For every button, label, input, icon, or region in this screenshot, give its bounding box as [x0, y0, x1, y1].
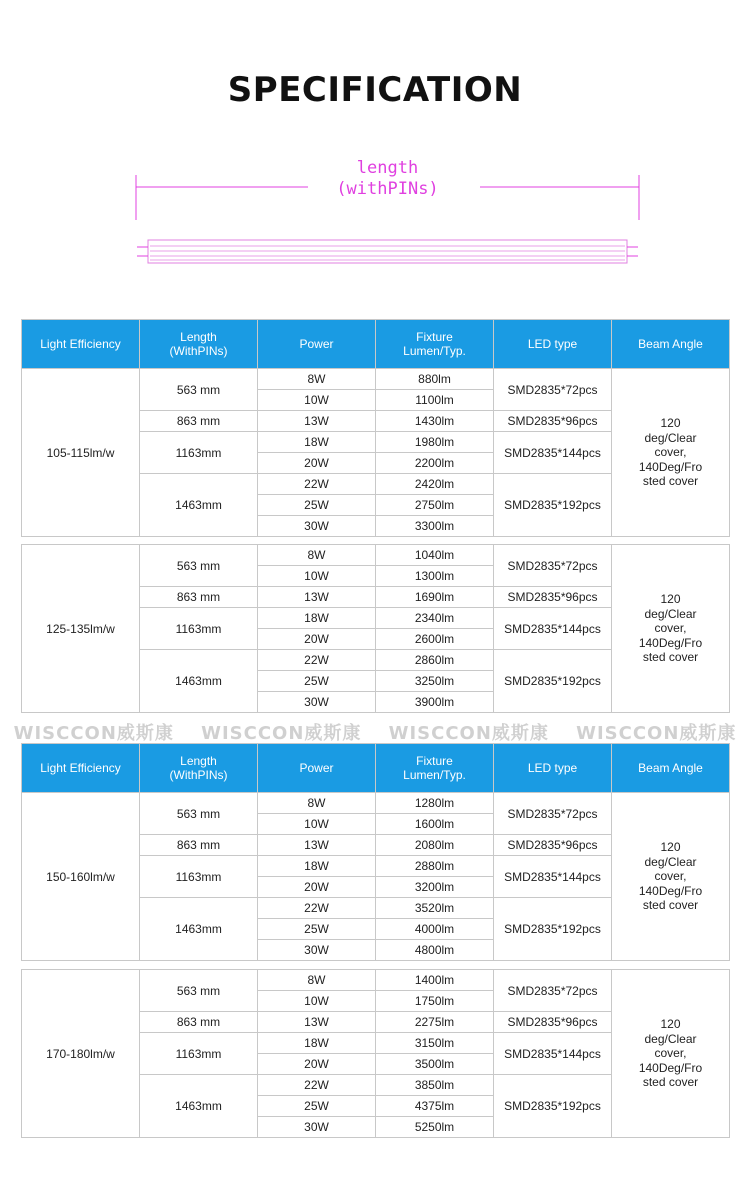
lumen-cell: 1300lm	[376, 566, 494, 587]
header-lumen-line1: Fixture	[416, 330, 453, 344]
header-lumen	[376, 320, 494, 369]
lumen-cell: 1980lm	[376, 432, 494, 453]
led-type-cell: SMD2835*96pcs	[494, 411, 612, 432]
table-row	[22, 369, 730, 390]
power-cell: 22W	[258, 650, 376, 671]
beam-angle-line: cover,	[654, 869, 687, 884]
beam-angle-line: deg/Clear	[644, 854, 697, 869]
lumen-cell: 3300lm	[376, 516, 494, 537]
lumen-cell: 2340lm	[376, 608, 494, 629]
table-header-row	[22, 320, 730, 369]
power-cell: 13W	[258, 835, 376, 856]
header-power: Power	[258, 744, 376, 793]
power-cell: 20W	[258, 877, 376, 898]
length-cell: 563 mm	[140, 793, 258, 835]
length-cell: 563 mm	[140, 970, 258, 1012]
lumen-cell: 5250lm	[376, 1117, 494, 1138]
power-cell: 30W	[258, 516, 376, 537]
header-lumen	[376, 744, 494, 793]
page-title: SPECIFICATION	[227, 70, 523, 110]
power-cell: 13W	[258, 587, 376, 608]
led-type-cell: SMD2835*96pcs	[494, 587, 612, 608]
power-cell: 30W	[258, 1117, 376, 1138]
length-cell: 1163mm	[140, 856, 258, 898]
lumen-cell: 880lm	[376, 369, 494, 390]
power-cell: 18W	[258, 856, 376, 877]
lumen-cell: 1690lm	[376, 587, 494, 608]
lumen-cell: 3850lm	[376, 1075, 494, 1096]
beam-angle-line: 140Deg/Fro	[638, 635, 703, 650]
lumen-cell: 3250lm	[376, 671, 494, 692]
power-cell: 8W	[258, 369, 376, 390]
header-length-line1: Length	[180, 754, 217, 768]
header-length	[140, 744, 258, 793]
lumen-cell: 2420lm	[376, 474, 494, 495]
spec-table	[21, 544, 730, 713]
lumen-cell: 2600lm	[376, 629, 494, 650]
length-cell: 563 mm	[140, 545, 258, 587]
power-cell: 22W	[258, 898, 376, 919]
beam-angle-line: sted cover	[642, 650, 699, 665]
watermark-text: WISCCON威斯康	[388, 723, 549, 744]
spec-table	[21, 319, 730, 537]
led-type-cell: SMD2835*192pcs	[494, 898, 612, 961]
header-length-line2: (WithPINs)	[169, 344, 228, 358]
length-cell: 1163mm	[140, 1033, 258, 1075]
led-type-cell: SMD2835*192pcs	[494, 650, 612, 713]
length-cell: 1163mm	[140, 608, 258, 650]
power-cell: 13W	[258, 411, 376, 432]
lumen-cell: 1600lm	[376, 814, 494, 835]
table-row	[22, 970, 730, 991]
power-cell: 10W	[258, 814, 376, 835]
lumen-cell: 4375lm	[376, 1096, 494, 1117]
tube-diagram	[0, 150, 750, 280]
watermark-strip	[0, 719, 750, 745]
length-cell: 1463mm	[140, 1075, 258, 1138]
beam-angle-line: deg/Clear	[644, 1031, 697, 1046]
header-lumen-line2: Lumen/Typ.	[403, 344, 466, 358]
header-led-type: LED type	[494, 320, 612, 369]
lumen-cell: 2275lm	[376, 1012, 494, 1033]
power-cell: 20W	[258, 1054, 376, 1075]
power-cell: 30W	[258, 692, 376, 713]
beam-angle-line: sted cover	[642, 898, 699, 913]
led-type-cell: SMD2835*72pcs	[494, 970, 612, 1012]
length-cell: 563 mm	[140, 369, 258, 411]
lumen-cell: 3200lm	[376, 877, 494, 898]
header-length-line1: Length	[180, 330, 217, 344]
lumen-cell: 4000lm	[376, 919, 494, 940]
lumen-cell: 1750lm	[376, 991, 494, 1012]
beam-angle-line: sted cover	[642, 1075, 699, 1090]
power-cell: 8W	[258, 970, 376, 991]
beam-angle-line: deg/Clear	[644, 606, 697, 621]
beam-angle-line: 120	[660, 416, 681, 431]
led-type-cell: SMD2835*72pcs	[494, 369, 612, 411]
power-cell: 8W	[258, 545, 376, 566]
lumen-cell: 2750lm	[376, 495, 494, 516]
header-length	[140, 320, 258, 369]
led-type-cell: SMD2835*72pcs	[494, 793, 612, 835]
header-beam-angle: Beam Angle	[612, 744, 730, 793]
beam-angle-line: 120	[660, 1017, 681, 1032]
watermark-text: WISCCON威斯康	[576, 723, 737, 744]
lumen-cell: 3150lm	[376, 1033, 494, 1054]
watermark-text: WISCCON威斯康	[13, 723, 174, 744]
beam-angle-line: 140Deg/Fro	[638, 883, 703, 898]
lumen-cell: 4800lm	[376, 940, 494, 961]
led-type-cell: SMD2835*192pcs	[494, 474, 612, 537]
length-cell: 863 mm	[140, 1012, 258, 1033]
beam-angle-cell	[612, 970, 730, 1138]
beam-angle-line: 140Deg/Fro	[638, 1060, 703, 1075]
length-label-line2: (withPINs)	[336, 179, 439, 199]
light-efficiency-cell: 150-160lm/w	[22, 793, 140, 961]
lumen-cell: 2880lm	[376, 856, 494, 877]
header-light-efficiency: Light Efficiency	[22, 320, 140, 369]
power-cell: 22W	[258, 474, 376, 495]
power-cell: 30W	[258, 940, 376, 961]
power-cell: 20W	[258, 629, 376, 650]
beam-angle-line: cover,	[654, 1046, 687, 1061]
lumen-cell: 1280lm	[376, 793, 494, 814]
length-cell: 863 mm	[140, 411, 258, 432]
table-header-row	[22, 744, 730, 793]
beam-angle-line: 120	[660, 592, 681, 607]
lumen-cell: 2860lm	[376, 650, 494, 671]
lumen-cell: 1430lm	[376, 411, 494, 432]
power-cell: 25W	[258, 1096, 376, 1117]
beam-angle-line: 140Deg/Fro	[638, 459, 703, 474]
lumen-cell: 1040lm	[376, 545, 494, 566]
length-cell: 863 mm	[140, 587, 258, 608]
power-cell: 25W	[258, 919, 376, 940]
power-cell: 8W	[258, 793, 376, 814]
beam-angle-line: cover,	[654, 621, 687, 636]
power-cell: 10W	[258, 991, 376, 1012]
power-cell: 25W	[258, 671, 376, 692]
beam-angle-line: 120	[660, 840, 681, 855]
led-type-cell: SMD2835*144pcs	[494, 608, 612, 650]
led-type-cell: SMD2835*192pcs	[494, 1075, 612, 1138]
header-length-line2: (WithPINs)	[169, 768, 228, 782]
led-type-cell: SMD2835*144pcs	[494, 432, 612, 474]
power-cell: 10W	[258, 566, 376, 587]
beam-angle-cell	[612, 545, 730, 713]
led-type-cell: SMD2835*144pcs	[494, 856, 612, 898]
power-cell: 22W	[258, 1075, 376, 1096]
power-cell: 18W	[258, 608, 376, 629]
lumen-cell: 1400lm	[376, 970, 494, 991]
lumen-cell: 1100lm	[376, 390, 494, 411]
header-beam-angle: Beam Angle	[612, 320, 730, 369]
light-efficiency-cell: 170-180lm/w	[22, 970, 140, 1138]
length-cell: 1463mm	[140, 650, 258, 713]
beam-angle-line: cover,	[654, 445, 687, 460]
length-cell: 1163mm	[140, 432, 258, 474]
led-type-cell: SMD2835*144pcs	[494, 1033, 612, 1075]
length-label-line1: length	[356, 158, 419, 178]
light-efficiency-cell: 125-135lm/w	[22, 545, 140, 713]
power-cell: 18W	[258, 1033, 376, 1054]
lumen-cell: 2080lm	[376, 835, 494, 856]
lumen-cell: 3500lm	[376, 1054, 494, 1075]
power-cell: 20W	[258, 453, 376, 474]
header-led-type: LED type	[494, 744, 612, 793]
led-type-cell: SMD2835*72pcs	[494, 545, 612, 587]
header-light-efficiency: Light Efficiency	[22, 744, 140, 793]
table-row	[22, 545, 730, 566]
led-type-cell: SMD2835*96pcs	[494, 835, 612, 856]
beam-angle-line: deg/Clear	[644, 430, 697, 445]
beam-angle-cell	[612, 793, 730, 961]
length-cell: 1463mm	[140, 898, 258, 961]
led-type-cell: SMD2835*96pcs	[494, 1012, 612, 1033]
header-power: Power	[258, 320, 376, 369]
lumen-cell: 3520lm	[376, 898, 494, 919]
light-efficiency-cell: 105-115lm/w	[22, 369, 140, 537]
power-cell: 10W	[258, 390, 376, 411]
power-cell: 18W	[258, 432, 376, 453]
beam-angle-line: sted cover	[642, 474, 699, 489]
power-cell: 25W	[258, 495, 376, 516]
table-row	[22, 793, 730, 814]
lumen-cell: 3900lm	[376, 692, 494, 713]
lumen-cell: 2200lm	[376, 453, 494, 474]
length-cell: 1463mm	[140, 474, 258, 537]
spec-table	[21, 743, 730, 961]
header-lumen-line2: Lumen/Typ.	[403, 768, 466, 782]
length-cell: 863 mm	[140, 835, 258, 856]
power-cell: 13W	[258, 1012, 376, 1033]
header-lumen-line1: Fixture	[416, 754, 453, 768]
spec-table	[21, 969, 730, 1138]
watermark-text: WISCCON威斯康	[201, 723, 362, 744]
beam-angle-cell	[612, 369, 730, 537]
